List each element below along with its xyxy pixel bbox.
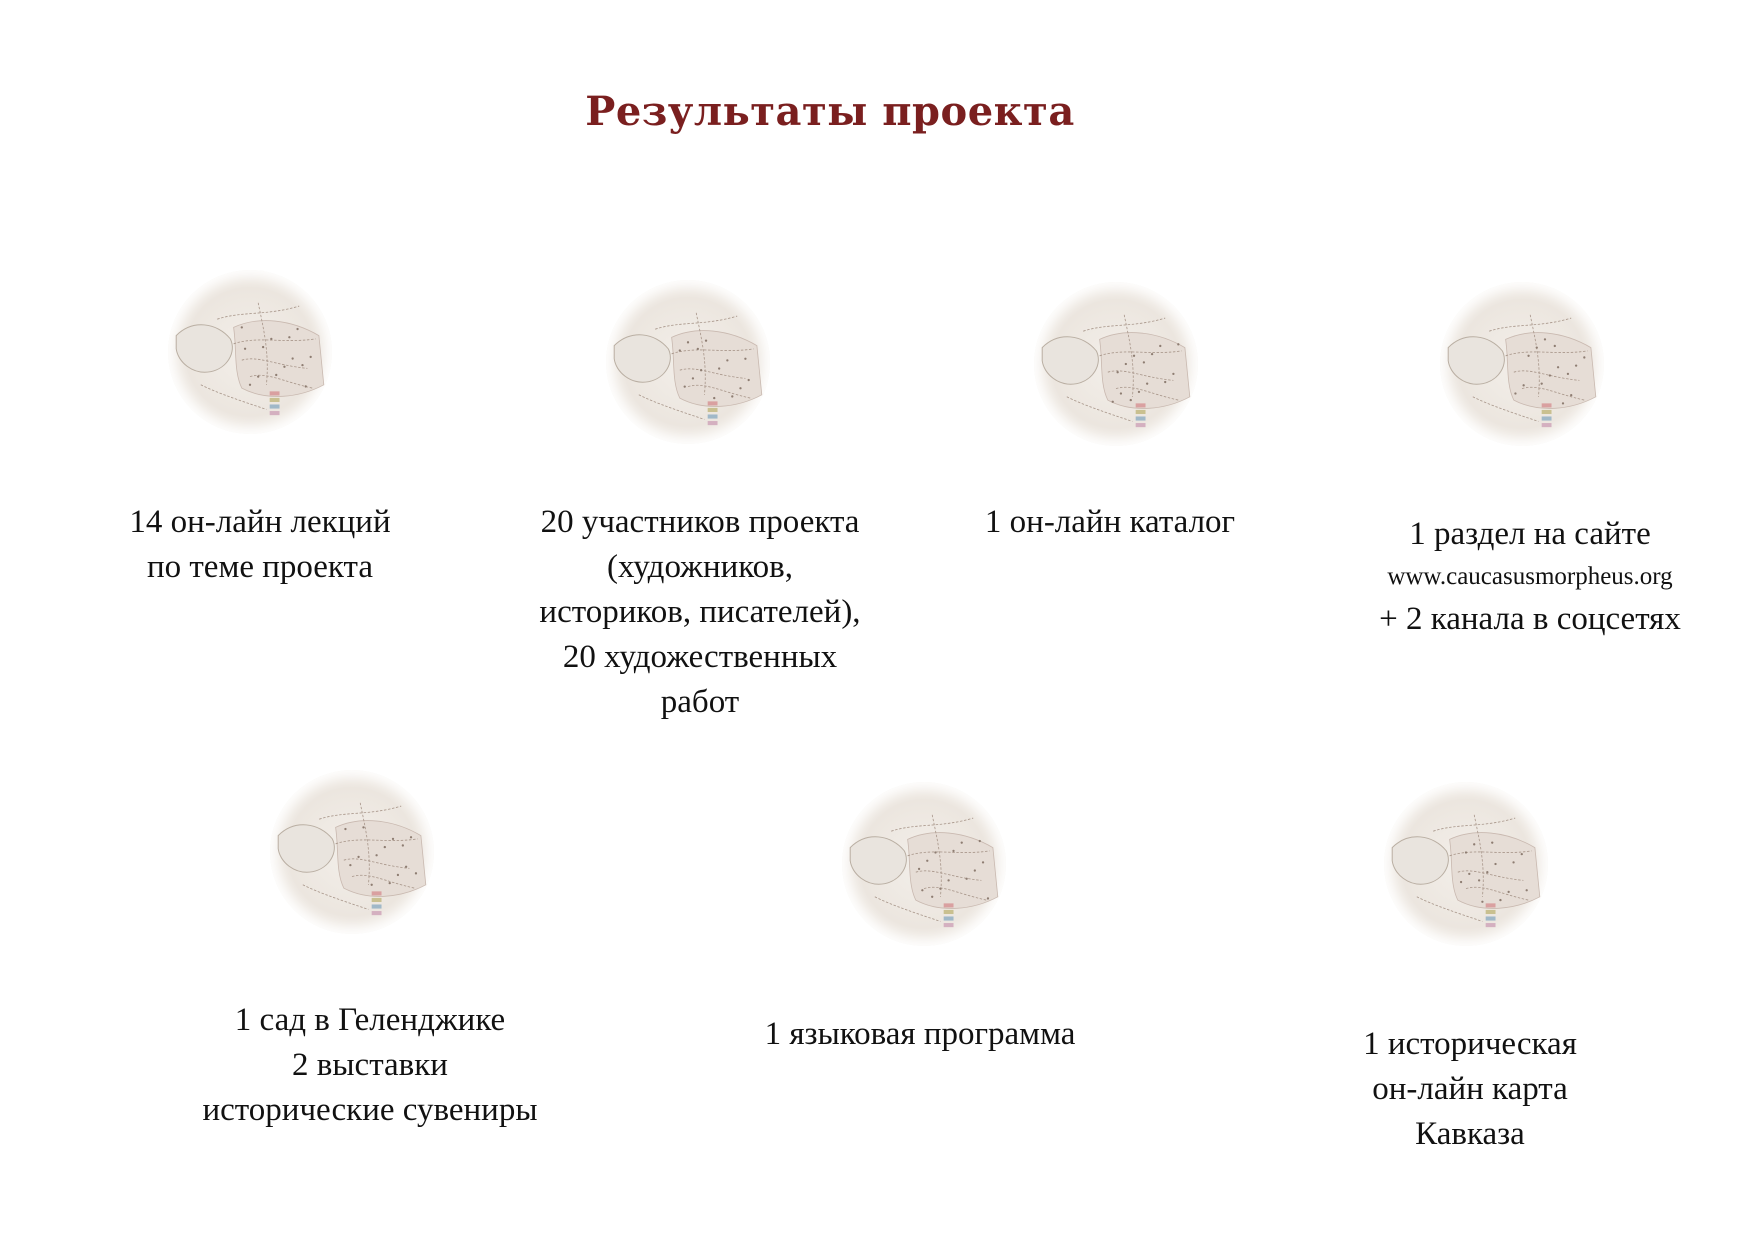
map-pattern [1440, 282, 1604, 446]
map-pattern [606, 280, 770, 444]
result-line: 1 языковая программа [764, 1016, 1076, 1052]
result-line: 1 историческая [1363, 1026, 1577, 1062]
result-line: 1 раздел на сайте [1409, 516, 1651, 552]
result-line: 1 сад в Геленджике [234, 1002, 506, 1038]
caucasus-map-icon [270, 770, 434, 934]
result-item-map [1300, 1022, 1640, 1157]
result-line: 20 художественных [562, 639, 838, 675]
result-line: 14 он-лайн лекций [129, 504, 391, 540]
caucasus-map-icon [1440, 282, 1604, 446]
result-line: по теме проекта [146, 549, 374, 585]
result-item-garden [160, 998, 580, 1133]
caucasus-map-icon [1034, 282, 1198, 446]
result-line: + 2 канала в соцсетях [1379, 601, 1681, 637]
result-item-participants [490, 500, 910, 725]
map-pattern [168, 270, 332, 434]
result-line: Кавказа [1415, 1116, 1525, 1152]
map-pattern [270, 770, 434, 934]
caucasus-map-icon [606, 280, 770, 444]
result-item-website [1320, 512, 1740, 642]
result-line: работ [660, 684, 740, 720]
result-item-language [700, 1012, 1140, 1057]
result-line: исторические сувениры [202, 1092, 538, 1128]
result-line: (художников, [607, 549, 793, 585]
result-line: 20 участников проекта [540, 504, 860, 540]
caucasus-map-icon [1384, 782, 1548, 946]
result-line: 2 выставки [292, 1047, 448, 1083]
caucasus-map-icon [842, 782, 1006, 946]
result-line: историков, писателей), [539, 594, 861, 630]
result-line: он-лайн карта [1372, 1071, 1568, 1107]
result-item-catalog [940, 500, 1280, 545]
map-pattern [1384, 782, 1548, 946]
result-item-lectures [80, 500, 440, 590]
result-line: 1 он-лайн каталог [984, 504, 1236, 540]
caucasus-map-icon [168, 270, 332, 434]
website-link[interactable]: www.caucasusmorpheus.org [1387, 563, 1673, 590]
map-pattern [1034, 282, 1198, 446]
map-pattern [842, 782, 1006, 946]
page-title: Результаты проекта [585, 88, 1075, 135]
